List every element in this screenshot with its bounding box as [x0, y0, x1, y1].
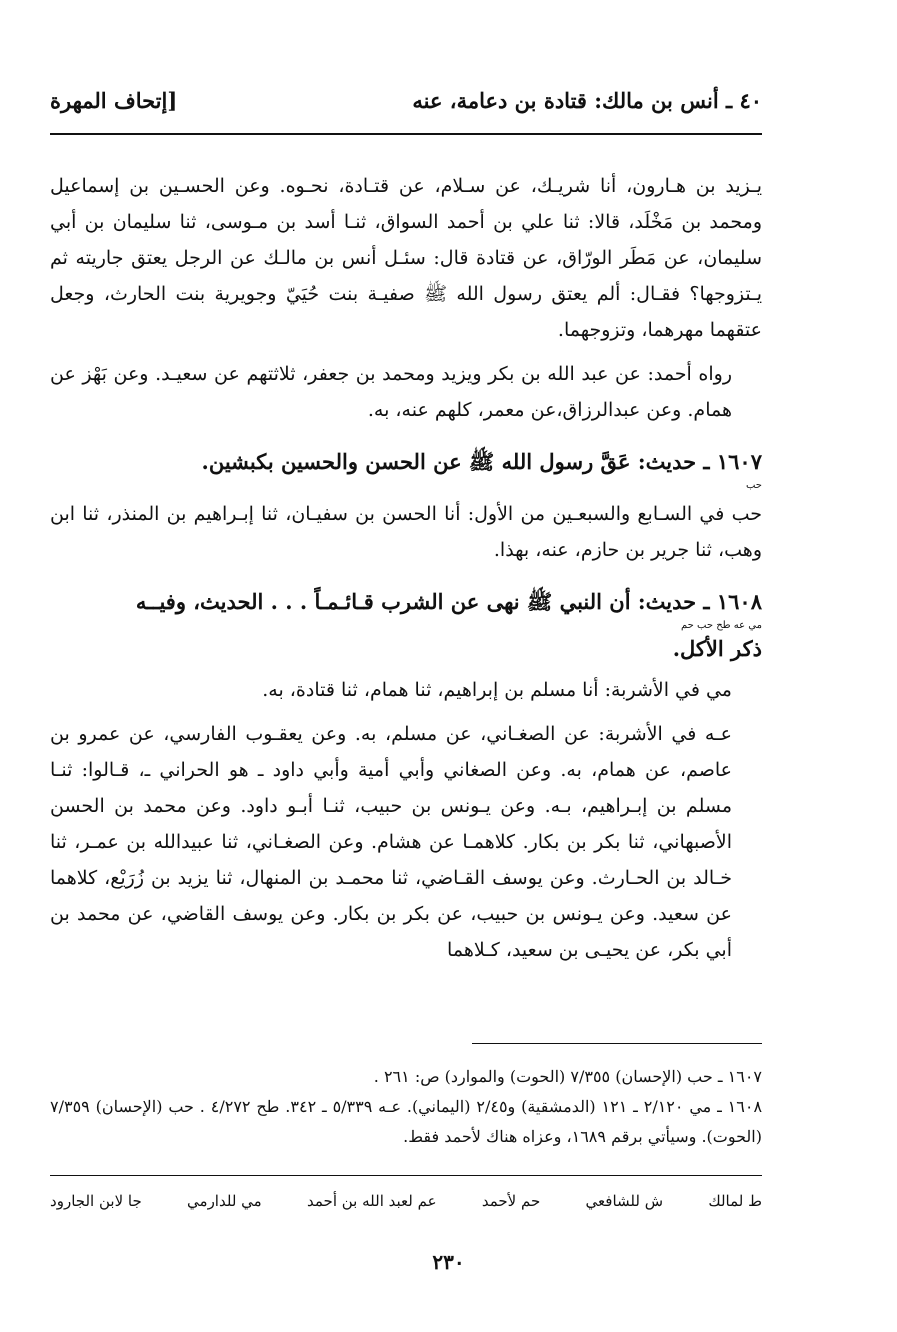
- hadith-1607-heading: ١٦٠٧ ـ حديث: عَقَّ رسول الله ﷺ عن الحسن والحسين بكبشين.: [201, 449, 762, 474]
- footnote-rule: [472, 1043, 762, 1044]
- paragraph-darimi: مي في الأشربة: أنا مسلم بن إبراهيم، ثنا همام، ثنا قتادة، به.: [262, 679, 732, 701]
- header-rule: [50, 133, 762, 135]
- legend-rule: [50, 1175, 762, 1176]
- header-chapter-title: ٤٠ ـ أنس بن مالك: قتادة بن دعامة، عنه: [412, 88, 762, 113]
- paragraph-ahmad: رواه أحمد: عن عبد الله بن بكر ويزيد ومحمد بن جعفر، ثلاثتهم عن سعيـد. وعن بَهْز عن همام. وعن عبدالرزاق،عن معمر، كلهم عنه، به.: [50, 363, 732, 421]
- paragraph-1: يـزيد بن هـارون، أنا شريـك، عن سـلام، عن قتـادة، نحـوه. وعن الحسـين بن إسماعيل ومحمد بن مَخْلَد، قالا: ثنا علي بن أحمد السواق، ثنـا أسد بن مـوسى، ثنا سليمان بن أبي سليمان، عن مَطَر الورّاق، عن قتادة قال: سئـل أنس بن مالـك عن الرجل يعتق جاريته ثم يـتزوجها؟ فقـال: ألم يعتق رسول الله ﷺ صفيـة بنت حُيَيّ وجويرية بنت الحارث، وجعل عتقهما مهرهما، وتزوجهما.: [50, 175, 762, 341]
- running-header: [50, 82, 762, 122]
- legend-item: مي للدارمي: [187, 1192, 262, 1210]
- hadith-1607-source-marks: حب: [745, 480, 762, 491]
- hadith-1608-heading: ١٦٠٨ ـ حديث: أن النبي ﷺ نهى عن الشرب قـائـمـاً . . . الحديث، وفيــه: [135, 589, 762, 614]
- header-book-title: [إتحاف المهرة: [50, 88, 178, 113]
- legend-item: جا لابن الجارود: [50, 1192, 142, 1210]
- abbreviation-legend: [50, 1192, 762, 1210]
- legend-item: عم لعبد الله بن أحمد: [307, 1192, 437, 1210]
- page-number: ٢٣٠: [432, 1250, 465, 1274]
- legend-item: ش للشافعي: [585, 1192, 664, 1210]
- hadith-1608-source-marks: مي عه طح حب حم: [681, 620, 762, 631]
- paragraph-abu-awana: عـه في الأشربة: عن الصغـاني، عن مسلم، به. وعن يعقـوب الفارسي، عن عمرو بن عاصم، عن همام، به. وعن الصغاني وأبي أمية وأبي داود ـ هو الحراني ـ، قـالوا: ثنـا مسلم بن إبـراهيم، بـه. وعن يـونس بن حبيب، ثنـا أبـو داود. وعن محمد بن الحسن الأصبهاني، ثنا بكر بن بكار. كلاهمـا عن هشام. وعن الصغـاني، ثنا عبيدالله بن عمـر، ثنا خـالد بن الحـارث. وعن يوسف القـاضي، ثنا محمـد بن المنهال، ثنا يزيد بن زُرَيْع، كلاهما عن سعيد. وعن يـونس بن حبيب، عن بكر بن بكار. وعن يوسف القاضي، عن محمد بن أبي بكر، عن يحيـى بن سعيد، كـلاهما: [50, 723, 732, 961]
- footnotes: [50, 1062, 762, 1152]
- hadith-1608-heading-tail: ذكر الأكل.: [672, 636, 762, 661]
- paragraph-hibban: حب في السـابع والسبعـين من الأول: أنا الحسن بن سفيـان، ثنا إبـراهيم بن المنذر، ثنا ابن وهب، ثنا جرير بن حازم، عنه، بهذا.: [50, 503, 762, 561]
- footnote-1608: ١٦٠٨ ـ مي ٢/١٢٠ ـ ١٢١ (الدمشقية) و٢/٤٥ (اليماني). عـه ٥/٣٣٩ ـ ٣٤٢. طح ٤/٢٧٢ . حب (الإحسان) ٧/٣٥٩ (الحوت). وسيأتي برقم ١٦٨٩، وعزاه هناك لأحمد فقط.: [50, 1097, 763, 1146]
- footnote-1607: ١٦٠٧ ـ حب (الإحسان) ٧/٣٥٥ (الحوت) والموارد) ص: ٢٦١ .: [373, 1067, 762, 1086]
- legend-item: ط لمالك: [708, 1192, 762, 1210]
- main-text: [50, 168, 762, 976]
- legend-item: حم لأحمد: [481, 1192, 541, 1210]
